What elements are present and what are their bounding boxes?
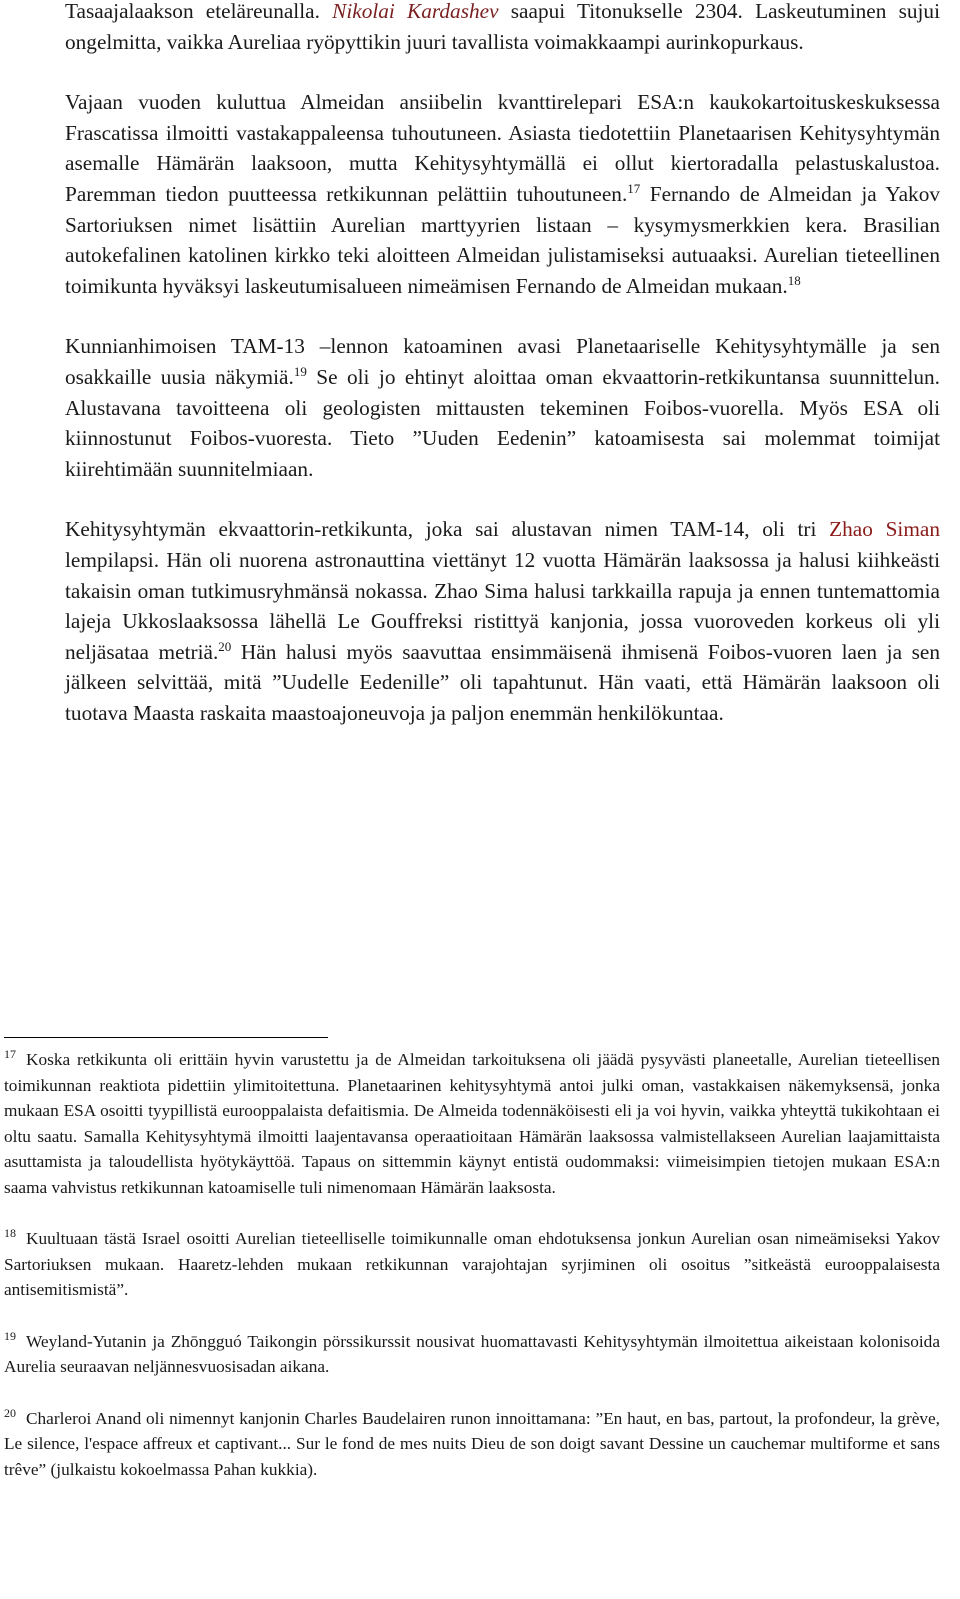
footnote-text: Koska retkikunta oli erittäin hyvin varustettu ja de Almeidan tarkoituksena oli jäädä pysyvästi planeetalle, Aurelian tieteellisen toimikunnan reaktiota pidettiin ylimitoitettuna. Planetaarinen kehitysyhtymä antoi julki oman, vastakkaisen näkemyksensä, jonka mukaan ESA osoitti tyypillistä eurooppalaista defaitismia. De Almeida todennäköisesti eli ja voi hyvin, vaikka yhteyttä tukikohtaan ei oltu saatu. Samalla Kehitysyhtymä ilmoitti laajentavansa operaatioitaan Hämärän laaksossa valmistellakseen Aurelian laajamittaista asuttamista ja taloudellista hyötykäyttöä. Tapaus on sittemmin käynyt entistä oudommaksi: viimeisimpien tietojen mukaan ESA:n saama vahvistus retkikunnan katoamiselle tuli nimenomaan Hämärän laaksosta. xyxy=(4,1050,940,1197)
paragraph xyxy=(65,514,940,728)
footnote-text: Weyland-Yutanin ja Zhōngguó Taikongin pörssikurssit nousivat huomattavasti Kehitysyhtymän ilmoitettua aikeistaan kolonisoida Aurelia seuraavan neljännesvuosisadan aikana. xyxy=(4,1331,940,1376)
footnote-ref[interactable]: 17 xyxy=(627,180,641,196)
footnote-separator xyxy=(4,1037,328,1038)
footnote xyxy=(4,1406,940,1483)
ship-name: Nikolai Kardashev xyxy=(332,0,499,23)
footnote-ref[interactable]: 20 xyxy=(218,638,232,654)
footnote-number: 20 xyxy=(4,1405,16,1420)
text: Vajaan vuoden kuluttua Almeidan ansiibelin kvanttirelepari ESA:n kaukokartoituskeskuksessa Frascatissa ilmoitti vastakappaleensa tuhoutuneen. Asiasta tiedotettiin Planetaarisen Kehitysyhtymän asemalle Hämärän laaksoon, mutta Kehitysyhtymällä ei ollut kiertoradalla pelastuskalustoa. Paremman tiedon puutteessa retkikunnan pelättiin tuhoutuneen. xyxy=(65,90,940,206)
text: Fernando de Almeidan ja Yakov Sartoriuksen nimet lisättiin Aurelian marttyyrien listaan – kysymysmerkkien kera. Brasilian autokefalinen katolinen kirkko teki aloitteen Almeidan julistamiseksi autuaaksi. Aurelian tieteellinen toimikunta hyväksyi laskeutumisalueen nimeämisen Fernando de Almeidan mukaan. xyxy=(65,181,941,298)
footnote-ref[interactable]: 18 xyxy=(787,272,801,288)
text: saapui Titonukselle 2304. Laskeutuminen sujui ongelmitta, vaikka Aureliaa ryöpyttikin juuri tavallista voimakkaampi aurinkopurkaus. xyxy=(65,0,940,54)
footnotes xyxy=(4,1045,940,1508)
document-body xyxy=(65,0,940,728)
text: lempilapsi. Hän oli nuorena astronauttina viettänyt 12 vuotta Hämärän laaksossa ja halusi kiihkeästi takaisin oman tutkimusryhmänsä nokassa. Zhao Sima halusi tarkkailla rapuja ja ennen tuntemattomia lajeja Ukkoslaaksossa lähellä Le Gouffreksi ristittyä kanjonia, jossa vuoroveden korkeus oli yli neljäsataa metriä. xyxy=(65,547,940,664)
footnote xyxy=(4,1226,940,1303)
paragraph xyxy=(65,0,940,57)
person-name: Zhao Siman xyxy=(829,517,941,542)
footnote xyxy=(4,1329,940,1380)
paragraph xyxy=(65,331,940,484)
footnote-number: 19 xyxy=(4,1328,16,1343)
footnote-ref[interactable]: 19 xyxy=(293,363,307,379)
text: Se oli jo ehtinyt aloittaa oman ekvaattorin-retkikuntansa suunnittelun. Alustavana tavoitteena oli geologisten mittausten tekeminen Foibos-vuorella. Myös ESA oli kiinnostunut Foibos-vuoresta. Tieto ”Uuden Eedenin” katoamisesta sai molemmat toimijat kiirehtimään suunnitelmiaan. xyxy=(65,364,941,481)
text: Kunnianhimoisen TAM-13 –lennon katoaminen avasi Planetaariselle Kehitysyhtymälle ja sen osakkaille uusia näkymiä. xyxy=(65,334,940,389)
footnote-number: 18 xyxy=(4,1226,16,1241)
footnote-text: Kuultuaan tästä Israel osoitti Aurelian tieteelliselle toimikunnalle oman ehdotuksensa jonkun Aurelian osan nimeämiseksi Yakov Sartoriuksen mukaan. Haaretz-lehden mukaan retkikunnan varajohtajan syrjiminen oli osoitus ”sitkeästä eurooppalaisesta antisemitismistä”. xyxy=(4,1229,940,1299)
footnote-text: Charleroi Anand oli nimennyt kanjonin Charles Baudelairen runon innoittamana: ”En haut, en bas, partout, la profondeur, la grève, Le silence, l'espace affreux et captivant... Sur le fond de mes nuits Dieu de son doigt savant Dessine un cauchemar multiforme et sans trêve” (julkaistu kokoelmassa Pahan kukkia). xyxy=(4,1408,940,1479)
paragraph xyxy=(65,87,940,301)
text: Kehitysyhtymän ekvaattorin-retkikunta, joka sai alustavan nimen TAM-14, oli tri xyxy=(65,517,817,542)
text: Tasaajalaakson eteläreunalla. xyxy=(65,0,320,23)
footnote-number: 17 xyxy=(4,1047,16,1062)
text: Hän halusi myös saavuttaa ensimmäisenä ihmisenä Foibos-vuoren laen ja sen jälkeen selvittää, mitä ”Uudelle Eedenille” oli tapahtunut. Hän vaati, että Hämärän laaksoon oli tuotava Maasta raskaita maastoajoneuvoja ja paljon enemmän henkilökuntaa. xyxy=(65,639,941,725)
footnote xyxy=(4,1047,940,1200)
